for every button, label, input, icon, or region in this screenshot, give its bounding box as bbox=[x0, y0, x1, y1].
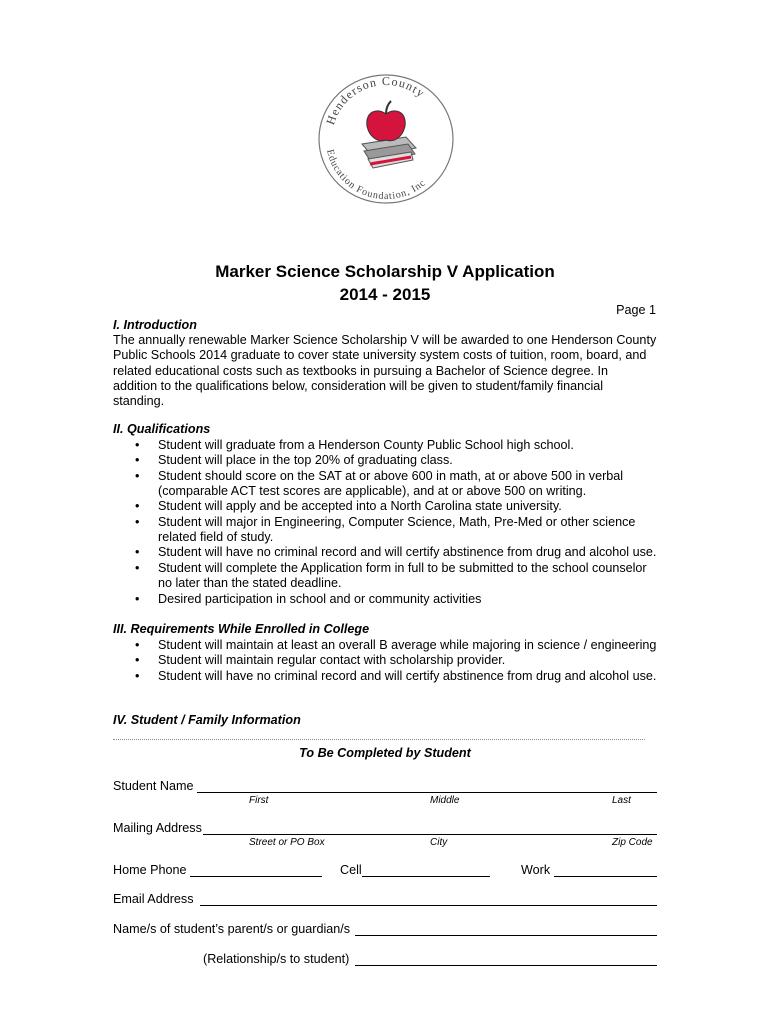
list-item: Student will have no criminal record and will certify abstinence from drug and alcohol use. bbox=[158, 668, 657, 683]
intro-line: The annually renewable Marker Science Scholarship V will be awarded to one Henderson County bbox=[113, 333, 657, 347]
city-caption: City bbox=[430, 837, 448, 848]
bullet-icon: • bbox=[135, 545, 140, 560]
email-field[interactable] bbox=[200, 905, 657, 906]
list-item: Student will apply and be accepted into a North Carolina state university. bbox=[158, 499, 562, 514]
home-phone-label: Home Phone bbox=[113, 863, 187, 877]
logo-seal bbox=[316, 72, 456, 206]
cell-field[interactable] bbox=[362, 876, 490, 877]
books-icon bbox=[362, 137, 416, 168]
cell-label: Cell bbox=[340, 863, 362, 877]
work-field[interactable] bbox=[554, 876, 657, 877]
list-item: Student will complete the Application form in full to be submitted to the school counselor bbox=[158, 560, 647, 575]
list-item: Student will major in Engineering, Computer Science, Math, Pre-Med or other science bbox=[158, 514, 636, 529]
list-item: Student will maintain at least an overall B average while majoring in science / engineering bbox=[158, 638, 657, 652]
student-name-field[interactable] bbox=[197, 792, 657, 793]
list-item: Student will maintain regular contact with scholarship provider. bbox=[158, 653, 506, 668]
intro-line: related educational costs such as textbooks in pursuing a Bachelor of Science degree. In bbox=[113, 363, 608, 378]
bullet-icon: • bbox=[135, 560, 140, 575]
street-caption: Street or PO Box bbox=[249, 837, 325, 848]
bullet-icon: • bbox=[135, 468, 140, 483]
intro-line: Public Schools 2014 graduate to cover state university system costs of tuition, room, board, and bbox=[113, 348, 647, 363]
middle-name-caption: Middle bbox=[430, 795, 460, 806]
list-item: no later than the stated deadline. bbox=[158, 576, 342, 591]
form-subheading: To Be Completed by Student bbox=[299, 746, 471, 760]
apple-icon bbox=[367, 101, 405, 141]
bullet-icon: • bbox=[135, 638, 140, 652]
document-year: 2014 - 2015 bbox=[339, 285, 431, 304]
list-item: Student will have no criminal record and will certify abstinence from drug and alcohol use. bbox=[158, 545, 657, 560]
intro-line: standing. bbox=[113, 394, 165, 409]
bullet-icon: • bbox=[135, 591, 140, 606]
last-name-caption: Last bbox=[612, 795, 631, 806]
list-item: (comparable ACT test scores are applicable), and at or above 500 on writing. bbox=[158, 484, 587, 499]
logo-top-text: Henderson County bbox=[323, 73, 429, 127]
relationship-label: (Relationship/s to student) bbox=[203, 952, 350, 966]
bullet-icon: • bbox=[135, 499, 140, 514]
parents-field[interactable] bbox=[355, 935, 657, 936]
divider bbox=[113, 739, 645, 740]
first-name-caption: First bbox=[249, 795, 269, 806]
email-label: Email Address bbox=[113, 892, 194, 906]
bullet-icon: • bbox=[135, 438, 140, 452]
document-title: Marker Science Scholarship V Application bbox=[215, 262, 555, 281]
section-heading-requirements: III. Requirements While Enrolled in College bbox=[113, 622, 370, 636]
list-item: Student should score on the SAT at or above 600 in math, at or above 500 in verbal bbox=[158, 468, 624, 483]
mailing-address-field[interactable] bbox=[203, 834, 657, 835]
section-heading-qualifications: II. Qualifications bbox=[113, 422, 211, 436]
section-heading-family-info: IV. Student / Family Information bbox=[113, 713, 301, 727]
intro-paragraph bbox=[113, 333, 656, 409]
bullet-icon: • bbox=[135, 653, 140, 668]
student-name-label: Student Name bbox=[113, 779, 194, 793]
mailing-address-label: Mailing Address bbox=[113, 821, 202, 835]
intro-line: addition to the qualifications below, consideration will be given to student/family financial bbox=[113, 378, 604, 393]
bullet-icon: • bbox=[135, 514, 140, 529]
list-item: Student will place in the top 20% of graduating class. bbox=[158, 453, 453, 468]
section-heading-introduction: I. Introduction bbox=[113, 318, 197, 332]
work-label: Work bbox=[521, 863, 551, 877]
home-phone-field[interactable] bbox=[190, 876, 322, 877]
list-item: Desired participation in school and or community activities bbox=[158, 591, 482, 606]
relationship-field[interactable] bbox=[355, 965, 657, 966]
page-number: Page 1 bbox=[616, 303, 656, 317]
bullet-icon: • bbox=[135, 453, 140, 468]
parents-label: Name/s of student’s parent/s or guardian/s bbox=[113, 922, 351, 936]
logo-bottom-text: Education Foundation, Inc bbox=[324, 148, 429, 203]
zip-caption: Zip Code bbox=[612, 837, 653, 848]
list-item: related field of study. bbox=[158, 530, 274, 545]
bullet-icon: • bbox=[135, 668, 140, 683]
list-item: Student will graduate from a Henderson County Public School high school. bbox=[158, 438, 574, 452]
